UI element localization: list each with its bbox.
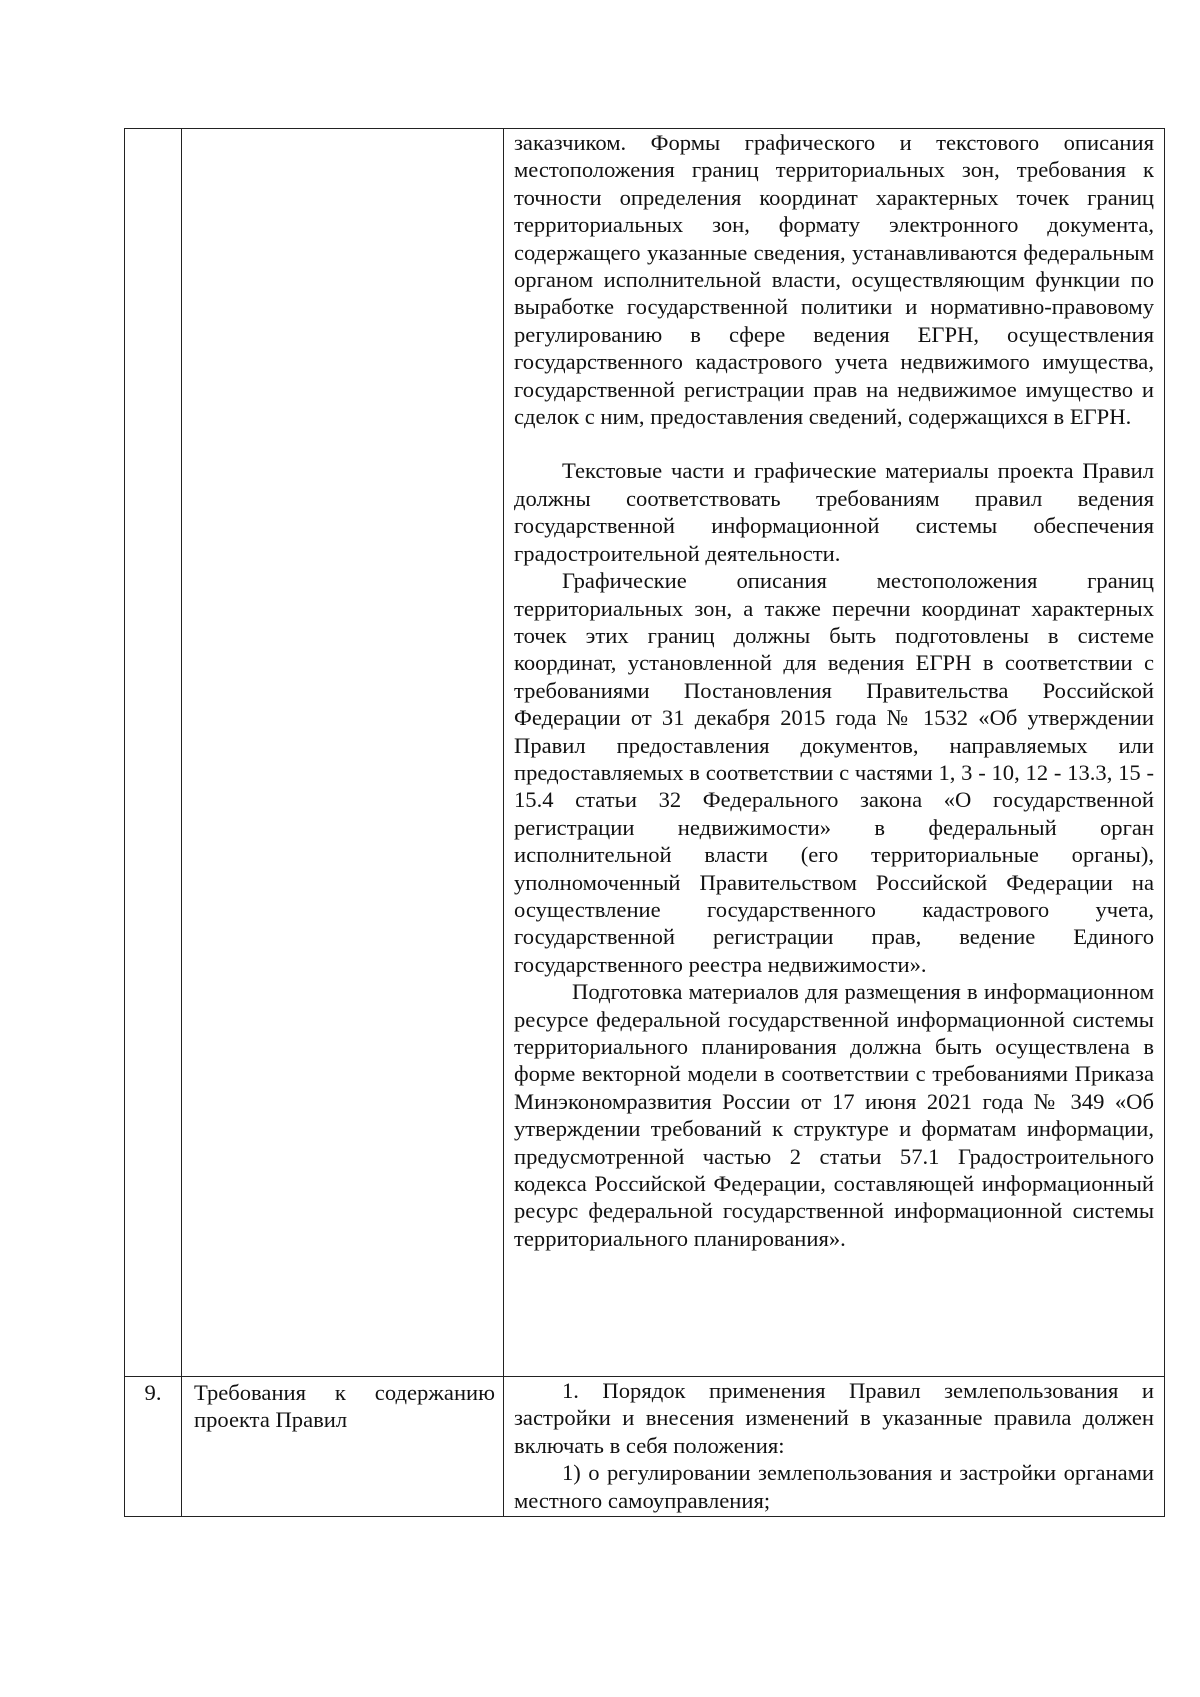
row-number-cell: 9. — [125, 1377, 182, 1517]
row-content-cell — [504, 129, 1165, 1377]
row-name-cell: Требования к содержанию проекта Правил — [182, 1377, 504, 1517]
paragraph: заказчиком. Формы графического и текстового описания местоположения границ территориальных зон, требования к точности определения координат характерных точек границ территориальных зон, формату электронного документа, содержащего указанные сведения, устанавливаются федеральным органом исполнительной власти, осуществляющим функции по выработке государственной политики и нормативно-правовому регулированию в сфере ведения ЕГРН, осуществления государственного кадастрового учета недвижимого имущества, государственной регистрации прав на недвижимое имущество и сделок с ним, предоставления сведений, содержащихся в ЕГРН. — [514, 130, 1154, 430]
table-row — [125, 1377, 1165, 1517]
requirements-table — [124, 128, 1165, 1517]
table-row — [125, 129, 1165, 1377]
paragraph: Подготовка материалов для размещения в информационном ресурсе федеральной государственной информационной системы территориального планирования должна быть осуществлена в форме векторной модели в соответствии с требованиями Приказа Минэкономразвития России от 17 июня 2021 года № 349 «Об утверждении требований к структуре и форматам информации, предусмотренной частью 2 статьи 57.1 Градостроительного кодекса Российской Федерации, составляющей информационный ресурс федеральной государственной информационной системы территориального планирования». — [514, 979, 1154, 1251]
paragraph: Графические описания местоположения границ территориальных зон, а также перечни координат характерных точек этих границ должны быть подготовлены в системе координат, установленной для ведения ЕГРН в соответствии с требованиями Постановления Правительства Российской Федерации от 31 декабря 2015 года № 1532 «Об утверждении Правил предоставления документов, направляемых или предоставляемых в соответствии с частями 1, 3 - 10, 12 - 13.3, 15 - 15.4 статьи 32 Федерального закона «О государственной регистрации недвижимости» в федеральный орган исполнительной власти (его территориальные органы), уполномоченный Правительством Российской Федерации на осуществление государственного кадастрового учета, государственной регистрации прав, ведение Единого государственного реестра недвижимости». — [514, 568, 1154, 977]
paragraph: 1) о регулировании землепользования и застройки органами местного самоуправления; — [514, 1460, 1154, 1513]
row-name-cell — [182, 129, 504, 1377]
paragraph: Текстовые части и графические материалы проекта Правил должны соответствовать требованиям правил ведения государственной информационной системы обеспечения градостроительной деятельности. — [514, 458, 1154, 566]
paragraph: 1. Порядок применения Правил землепользования и застройки и внесения изменений в указанные правила должен включать в себя положения: — [514, 1378, 1154, 1458]
row-content-cell — [504, 1377, 1165, 1517]
row-number-cell — [125, 129, 182, 1377]
